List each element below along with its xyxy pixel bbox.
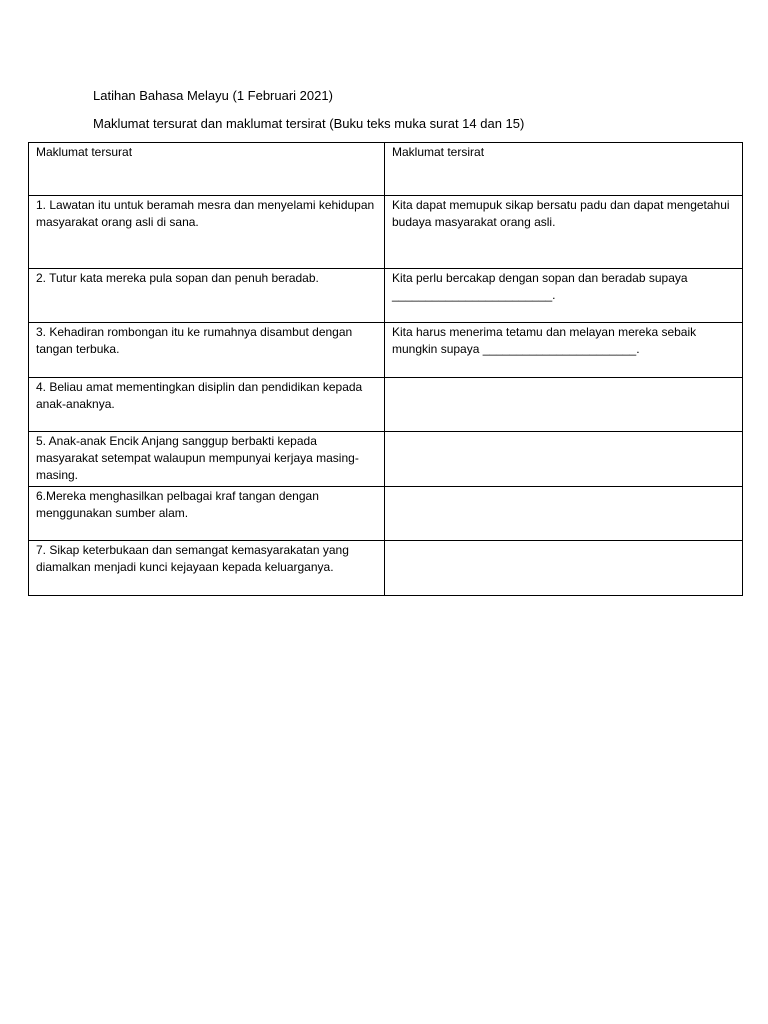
tersirat-cell[interactable] [385,487,743,541]
tersirat-cell[interactable]: Kita perlu bercakap dengan sopan dan beradab supaya ________________________. [385,269,743,323]
tersirat-cell[interactable] [385,541,743,596]
table-row [29,432,743,487]
tersurat-cell: 3. Kehadiran rombongan itu ke rumahnya disambut dengan tangan terbuka. [29,323,385,378]
tersurat-cell: 7. Sikap keterbukaan dan semangat kemasyarakatan yang diamalkan menjadi kunci kejayaan kepada keluarganya. [29,541,385,596]
table-row [29,487,743,541]
worksheet-table [28,142,743,596]
table-row [29,541,743,596]
table-row [29,323,743,378]
tersirat-cell[interactable] [385,378,743,432]
tersurat-cell: 5. Anak-anak Encik Anjang sanggup berbakti kepada masyarakat setempat walaupun mempunyai kerjaya masing-masing. [29,432,385,487]
tersirat-cell[interactable]: Kita harus menerima tetamu dan melayan mereka sebaik mungkin supaya _______________________. [385,323,743,378]
tersirat-cell[interactable]: Kita dapat memupuk sikap bersatu padu dan dapat mengetahui budaya masyarakat orang asli. [385,196,743,269]
table-row [29,378,743,432]
document-subtitle: Maklumat tersurat dan maklumat tersirat (Buku teks muka surat 14 dan 15) [93,116,525,131]
header-maklumat-tersurat: Maklumat tersurat [29,143,385,196]
table-row [29,196,743,269]
tersurat-cell: 1. Lawatan itu untuk beramah mesra dan menyelami kehidupan masyarakat orang asli di sana. [29,196,385,269]
tersurat-cell: 4. Beliau amat mementingkan disiplin dan pendidikan kepada anak-anaknya. [29,378,385,432]
table-header-row [29,143,743,196]
tersirat-cell[interactable] [385,432,743,487]
header-maklumat-tersirat: Maklumat tersirat [385,143,743,196]
document-title: Latihan Bahasa Melayu (1 Februari 2021) [93,88,333,103]
tersurat-cell: 6.Mereka menghasilkan pelbagai kraf tangan dengan menggunakan sumber alam. [29,487,385,541]
table-row [29,269,743,323]
tersurat-cell: 2. Tutur kata mereka pula sopan dan penuh beradab. [29,269,385,323]
